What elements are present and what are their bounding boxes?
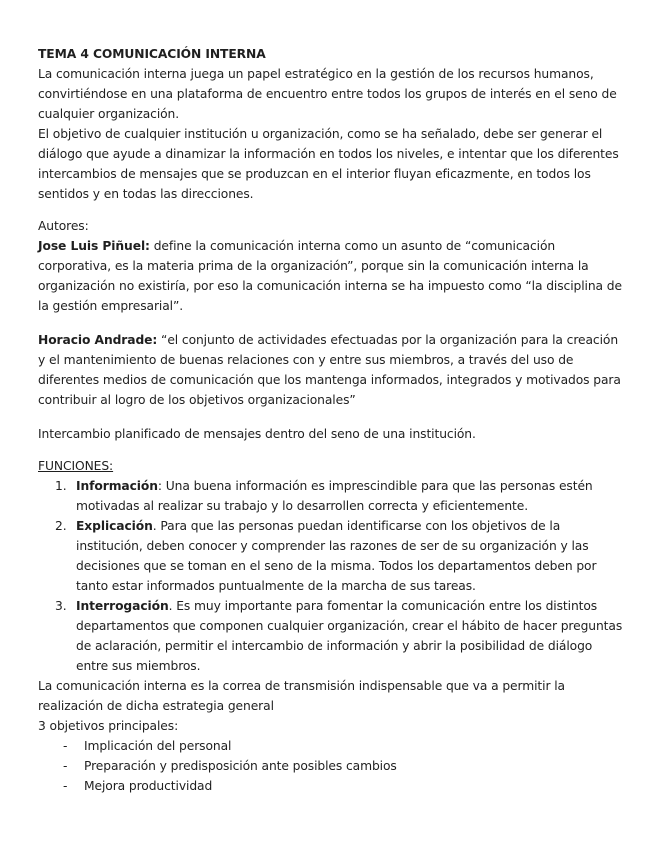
intro-paragraph-1: La comunicación interna juega un papel estratégico en la gestión de los recursos humanos, convirtiéndose en una plataforma de encuentro entre todos los grupos de interés en el seno de cualquier organización. [38,67,617,121]
dash-bullet: - [63,739,68,753]
functions-heading: FUNCIONES: [38,459,114,473]
function-text: . Para que las personas puedan identificarse con los objetivos de la institución, deben conocer y comprender las razones de ser de su organización y las decisiones que se toman en el seno de la misma. Todos los departamentos deben por tanto estar informados puntualmente de la marcha de sus tareas. [76,519,597,593]
functions-list [38,476,625,676]
closing-paragraph: La comunicación interna es la correa de transmisión indispensable que va a permitir la realización de dicha estrategia general [38,679,565,713]
objective-item [38,756,625,776]
function-item-interrogacion [38,596,625,676]
definition-text: Intercambio planificado de mensajes dentro del seno de una institución. [38,427,476,441]
function-text: . Es muy importante para fomentar la comunicación entre los distintos departamentos que componen cualquier organización, crear el hábito de hacer preguntas de aclaración, permitir el intercambio de información y abrir la posibilidad de diálogo entre sus miembros. [76,599,623,673]
objective-text: Mejora productividad [84,779,213,793]
objective-item [38,776,625,796]
author-quote: define la comunicación interna como un asunto de “comunicación corporativa, es la materia prima de la organización”, porque sin la comunicación interna la organización no existiría, por eso la comunicación interna se ha impuesto como “la disciplina de la gestión empresarial”. [38,239,622,313]
author-quote: “el conjunto de actividades efectuadas por la organización para la creación y el mantenimiento de buenas relaciones con y entre sus miembros, a través del uso de diferentes medios de comunicación que los mantenga informados, integrados y motivados para contribuir al logro de los objetivos organizacionales” [38,333,621,407]
function-item-informacion [38,476,625,516]
function-item-explicacion [38,516,625,596]
function-term: Información [76,479,158,493]
objectives-label: 3 objetivos principales: [38,719,179,733]
document-title: TEMA 4 COMUNICACIÓN INTERNA [38,47,266,61]
objective-item [38,736,625,756]
intro-paragraph-2: El objetivo de cualquier institución u organización, como se ha señalado, debe ser generar el diálogo que ayude a dinamizar la información en todos los niveles, e intentar que los diferentes intercambios de mensajes que se produzcan en el interior fluyan eficazmente, en todos los sentidos y en todas las direcciones. [38,127,619,201]
spacer [38,204,625,216]
author-name: Horacio Andrade: [38,333,158,347]
authors-label: Autores: [38,219,89,233]
spacer [38,316,625,330]
objective-text: Implicación del personal [84,739,232,753]
dash-bullet: - [63,759,68,773]
list-number: 2. [55,519,67,533]
list-number: 3. [55,599,67,613]
spacer [38,410,625,424]
dash-bullet: - [63,779,68,793]
objectives-list [38,736,625,796]
list-number: 1. [55,479,67,493]
author-andrade [38,330,625,410]
function-term: Explicación [76,519,153,533]
function-text: : Una buena información es imprescindible para que las personas estén motivadas al realizar su trabajo y lo desarrollen correcta y eficientemente. [76,479,593,513]
spacer [38,444,625,456]
author-name: Jose Luis Piñuel: [38,239,150,253]
function-term: Interrogación [76,599,169,613]
objective-text: Preparación y predisposición ante posibles cambios [84,759,397,773]
author-pinuel [38,236,625,316]
